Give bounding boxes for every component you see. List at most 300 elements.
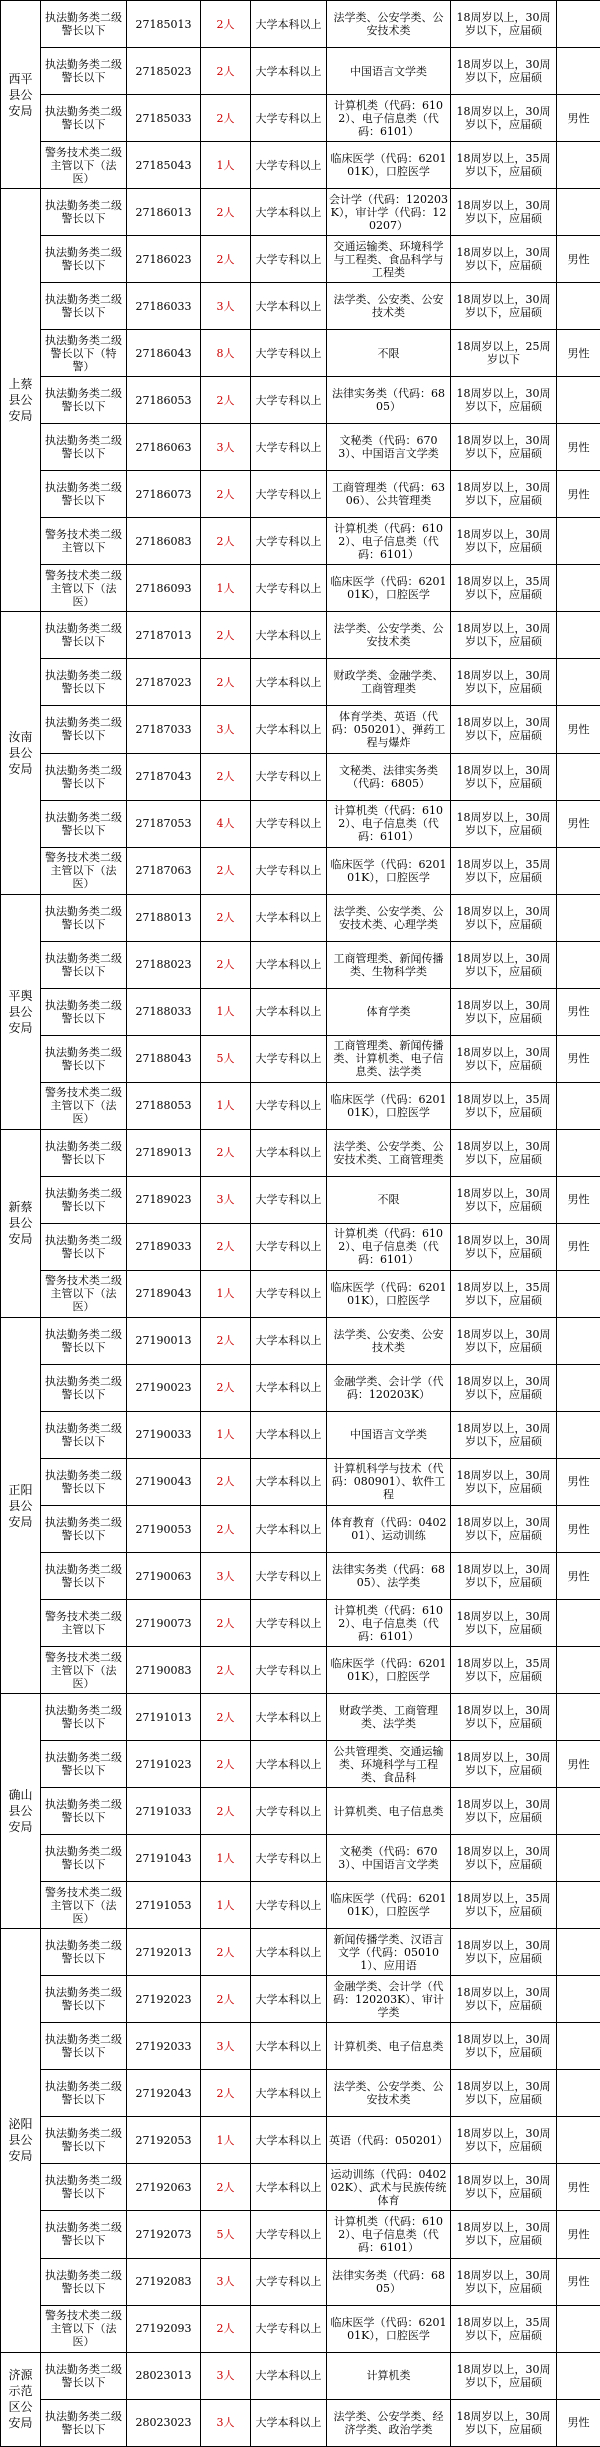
major-cell: 计算机类（代码：6102）、电子信息类（代码：6101） bbox=[327, 1600, 451, 1647]
code-cell: 27189033 bbox=[127, 1223, 201, 1270]
gender-cell bbox=[557, 48, 600, 95]
code-cell: 27187063 bbox=[127, 847, 201, 894]
age-cell: 18周岁以上，30周岁以下，应届硕 bbox=[451, 2164, 557, 2211]
table-row bbox=[1, 753, 600, 800]
education-cell: 大学专科以上 bbox=[251, 1082, 327, 1129]
major-cell: 财政学类、金融学类、工商管理类 bbox=[327, 659, 451, 706]
code-cell: 27190083 bbox=[127, 1647, 201, 1694]
major-cell: 法学类、公安学类、公安技术类、工商管理类 bbox=[327, 1129, 451, 1176]
education-cell: 大学本科以上 bbox=[251, 2164, 327, 2211]
gender-cell bbox=[557, 1411, 600, 1458]
gender-cell bbox=[557, 941, 600, 988]
education-cell: 大学本科以上 bbox=[251, 2399, 327, 2446]
age-cell: 18周岁以上，30周岁以下，应届硕 bbox=[451, 377, 557, 424]
education-cell: 大学专科以上 bbox=[251, 1176, 327, 1223]
code-cell: 27192013 bbox=[127, 1929, 201, 1976]
education-cell: 大学本科以上 bbox=[251, 706, 327, 753]
post-cell: 执法勤务类二级警长以下 bbox=[41, 1835, 127, 1882]
code-cell: 27192093 bbox=[127, 2305, 201, 2352]
gender-cell bbox=[557, 283, 600, 330]
age-cell: 18周岁以上，30周岁以下，应届硕 bbox=[451, 941, 557, 988]
code-cell: 27186083 bbox=[127, 518, 201, 565]
education-cell: 大学专科以上 bbox=[251, 1035, 327, 1082]
code-cell: 27192053 bbox=[127, 2117, 201, 2164]
table-row bbox=[1, 659, 600, 706]
count-cell: 4人 bbox=[201, 800, 251, 847]
education-cell: 大学本科以上 bbox=[251, 283, 327, 330]
post-cell: 执法勤务类二级警长以下 bbox=[41, 800, 127, 847]
education-cell: 大学本科以上 bbox=[251, 1, 327, 48]
major-cell: 工商管理类、新闻传播类、生物科学类 bbox=[327, 941, 451, 988]
count-cell: 5人 bbox=[201, 2211, 251, 2258]
code-cell: 27189023 bbox=[127, 1176, 201, 1223]
post-cell: 执法勤务类二级警长以下 bbox=[41, 377, 127, 424]
code-cell: 27185033 bbox=[127, 95, 201, 142]
age-cell: 18周岁以上，30周岁以下，应届硕 bbox=[451, 48, 557, 95]
table-row bbox=[1, 1600, 600, 1647]
gender-cell: 男性 bbox=[557, 236, 600, 283]
age-cell: 18周岁以上，30周岁以下，应届硕 bbox=[451, 1835, 557, 1882]
major-cell: 不限 bbox=[327, 1176, 451, 1223]
education-cell: 大学本科以上 bbox=[251, 1129, 327, 1176]
gender-cell: 男性 bbox=[557, 471, 600, 518]
major-cell: 运动训练（代码：040202K）、武术与民族传统体育 bbox=[327, 2164, 451, 2211]
code-cell: 27190053 bbox=[127, 1506, 201, 1553]
count-cell: 2人 bbox=[201, 48, 251, 95]
post-cell: 执法勤务类二级警长以下 bbox=[41, 941, 127, 988]
count-cell: 3人 bbox=[201, 2023, 251, 2070]
code-cell: 27190073 bbox=[127, 1600, 201, 1647]
post-cell: 执法勤务类二级警长以下 bbox=[41, 2352, 127, 2399]
department-cell: 平舆县公安局 bbox=[1, 894, 41, 1129]
code-cell: 27190063 bbox=[127, 1553, 201, 1600]
count-cell: 2人 bbox=[201, 1317, 251, 1364]
gender-cell bbox=[557, 1835, 600, 1882]
post-cell: 执法勤务类二级警长以下（特警） bbox=[41, 330, 127, 377]
table-row bbox=[1, 518, 600, 565]
education-cell: 大学本科以上 bbox=[251, 1506, 327, 1553]
major-cell: 临床医学（代码：620101K），口腔医学 bbox=[327, 1082, 451, 1129]
gender-cell bbox=[557, 2117, 600, 2164]
count-cell: 2人 bbox=[201, 1129, 251, 1176]
code-cell: 27188043 bbox=[127, 1035, 201, 1082]
major-cell: 计算机科学与技术（代码：080901）、软件工程 bbox=[327, 1458, 451, 1505]
table-row bbox=[1, 1035, 600, 1082]
age-cell: 18周岁以上，30周岁以下，应届硕 bbox=[451, 2070, 557, 2117]
age-cell: 18周岁以上，30周岁以下，应届硕 bbox=[451, 753, 557, 800]
gender-cell bbox=[557, 565, 600, 612]
count-cell: 1人 bbox=[201, 2117, 251, 2164]
table-row bbox=[1, 377, 600, 424]
major-cell: 中国语言文学类 bbox=[327, 1411, 451, 1458]
count-cell: 1人 bbox=[201, 1270, 251, 1317]
post-cell: 执法勤务类二级警长以下 bbox=[41, 659, 127, 706]
count-cell: 2人 bbox=[201, 659, 251, 706]
gender-cell bbox=[557, 142, 600, 189]
count-cell: 2人 bbox=[201, 95, 251, 142]
count-cell: 2人 bbox=[201, 1458, 251, 1505]
age-cell: 18周岁以上，30周岁以下，应届硕 bbox=[451, 659, 557, 706]
post-cell: 执法勤务类二级警长以下 bbox=[41, 1364, 127, 1411]
post-cell: 执法勤务类二级警长以下 bbox=[41, 1506, 127, 1553]
gender-cell bbox=[557, 1317, 600, 1364]
table-row bbox=[1, 2352, 600, 2399]
age-cell: 18周岁以上，30周岁以下，应届硕 bbox=[451, 2211, 557, 2258]
post-cell: 警务技术类二级主管以下（法医） bbox=[41, 847, 127, 894]
code-cell: 27190013 bbox=[127, 1317, 201, 1364]
count-cell: 2人 bbox=[201, 518, 251, 565]
education-cell: 大学专科以上 bbox=[251, 471, 327, 518]
gender-cell: 男性 bbox=[557, 1176, 600, 1223]
post-cell: 警务技术类二级主管以下 bbox=[41, 1600, 127, 1647]
gender-cell bbox=[557, 518, 600, 565]
code-cell: 27189043 bbox=[127, 1270, 201, 1317]
age-cell: 18周岁以上，30周岁以下，应届硕 bbox=[451, 424, 557, 471]
count-cell: 3人 bbox=[201, 424, 251, 471]
post-cell: 执法勤务类二级警长以下 bbox=[41, 612, 127, 659]
education-cell: 大学本科以上 bbox=[251, 2023, 327, 2070]
table-row bbox=[1, 2211, 600, 2258]
major-cell: 新闻传播学类、汉语言文学（代码：050101）、应用语 bbox=[327, 1929, 451, 1976]
post-cell: 执法勤务类二级警长以下 bbox=[41, 1929, 127, 1976]
major-cell: 中国语言文学类 bbox=[327, 48, 451, 95]
table-row bbox=[1, 95, 600, 142]
education-cell: 大学专科以上 bbox=[251, 1223, 327, 1270]
department-cell: 上蔡县公安局 bbox=[1, 189, 41, 612]
gender-cell bbox=[557, 1600, 600, 1647]
count-cell: 2人 bbox=[201, 1694, 251, 1741]
major-cell: 文秘类（代码：6703）、中国语言文学类 bbox=[327, 424, 451, 471]
table-row bbox=[1, 847, 600, 894]
major-cell: 临床医学（代码：620101K），口腔医学 bbox=[327, 2305, 451, 2352]
education-cell: 大学本科以上 bbox=[251, 48, 327, 95]
post-cell: 执法勤务类二级警长以下 bbox=[41, 2023, 127, 2070]
count-cell: 8人 bbox=[201, 330, 251, 377]
code-cell: 27189013 bbox=[127, 1129, 201, 1176]
age-cell: 18周岁以上，30周岁以下，应届硕 bbox=[451, 1129, 557, 1176]
code-cell: 27185043 bbox=[127, 142, 201, 189]
major-cell: 公共管理类、交通运输类、环境科学与工程类、食品科 bbox=[327, 1741, 451, 1788]
age-cell: 18周岁以上，30周岁以下，应届硕 bbox=[451, 988, 557, 1035]
count-cell: 2人 bbox=[201, 894, 251, 941]
code-cell: 27185013 bbox=[127, 1, 201, 48]
code-cell: 27190043 bbox=[127, 1458, 201, 1505]
education-cell: 大学专科以上 bbox=[251, 565, 327, 612]
age-cell: 18周岁以上，30周岁以下，应届硕 bbox=[451, 471, 557, 518]
education-cell: 大学专科以上 bbox=[251, 1835, 327, 1882]
gender-cell: 男性 bbox=[557, 2399, 600, 2446]
post-cell: 执法勤务类二级警长以下 bbox=[41, 894, 127, 941]
age-cell: 18周岁以上，30周岁以下，应届硕 bbox=[451, 1176, 557, 1223]
age-cell: 18周岁以上，30周岁以下，应届硕 bbox=[451, 1223, 557, 1270]
post-cell: 执法勤务类二级警长以下 bbox=[41, 1741, 127, 1788]
gender-cell bbox=[557, 1129, 600, 1176]
count-cell: 2人 bbox=[201, 2164, 251, 2211]
major-cell: 法律实务类（代码：6805） bbox=[327, 2258, 451, 2305]
code-cell: 27186023 bbox=[127, 236, 201, 283]
gender-cell: 男性 bbox=[557, 1035, 600, 1082]
gender-cell: 男性 bbox=[557, 2164, 600, 2211]
gender-cell: 男性 bbox=[557, 1506, 600, 1553]
age-cell: 18周岁以上，30周岁以下，应届硕 bbox=[451, 1929, 557, 1976]
code-cell: 27192023 bbox=[127, 1976, 201, 2023]
education-cell: 大学专科以上 bbox=[251, 377, 327, 424]
count-cell: 3人 bbox=[201, 2352, 251, 2399]
table-row bbox=[1, 1411, 600, 1458]
count-cell: 2人 bbox=[201, 2305, 251, 2352]
major-cell: 临床医学（代码：620101K），口腔医学 bbox=[327, 565, 451, 612]
table-row bbox=[1, 48, 600, 95]
age-cell: 18周岁以上，30周岁以下，应届硕 bbox=[451, 1600, 557, 1647]
post-cell: 执法勤务类二级警长以下 bbox=[41, 1176, 127, 1223]
code-cell: 27186063 bbox=[127, 424, 201, 471]
education-cell: 大学专科以上 bbox=[251, 800, 327, 847]
education-cell: 大学本科以上 bbox=[251, 659, 327, 706]
major-cell: 计算机类（代码：6102）、电子信息类（代码：6101） bbox=[327, 95, 451, 142]
education-cell: 大学本科以上 bbox=[251, 1411, 327, 1458]
major-cell: 法学类、公安类、公安技术类 bbox=[327, 283, 451, 330]
post-cell: 执法勤务类二级警长以下 bbox=[41, 1553, 127, 1600]
department-cell: 新蔡县公安局 bbox=[1, 1129, 41, 1317]
major-cell: 法学类、公安学类、公安技术类、心理学类 bbox=[327, 894, 451, 941]
code-cell: 27188033 bbox=[127, 988, 201, 1035]
count-cell: 3人 bbox=[201, 283, 251, 330]
table-row bbox=[1, 1694, 600, 1741]
code-cell: 27186013 bbox=[127, 189, 201, 236]
age-cell: 18周岁以上，30周岁以下，应届硕 bbox=[451, 894, 557, 941]
age-cell: 18周岁以上，35周岁以下，应届硕 bbox=[451, 2305, 557, 2352]
major-cell: 计算机类（代码：6102）、电子信息类（代码：6101） bbox=[327, 1223, 451, 1270]
post-cell: 执法勤务类二级警长以下 bbox=[41, 1317, 127, 1364]
post-cell: 警务技术类二级主管以下（法医） bbox=[41, 565, 127, 612]
department-cell: 西平县公安局 bbox=[1, 1, 41, 189]
major-cell: 法学类、公安学类、经济学类、政治学类 bbox=[327, 2399, 451, 2446]
education-cell: 大学本科以上 bbox=[251, 2070, 327, 2117]
table-row bbox=[1, 471, 600, 518]
table-row bbox=[1, 1788, 600, 1835]
major-cell: 法学类、公安学类、公安技术类 bbox=[327, 1, 451, 48]
post-cell: 执法勤务类二级警长以下 bbox=[41, 95, 127, 142]
education-cell: 大学专科以上 bbox=[251, 2305, 327, 2352]
age-cell: 18周岁以上，35周岁以下，应届硕 bbox=[451, 142, 557, 189]
code-cell: 27187013 bbox=[127, 612, 201, 659]
education-cell: 大学本科以上 bbox=[251, 1976, 327, 2023]
major-cell: 临床医学（代码：620101K），口腔医学 bbox=[327, 142, 451, 189]
age-cell: 18周岁以上，35周岁以下，应届硕 bbox=[451, 1647, 557, 1694]
major-cell: 计算机类、电子信息类 bbox=[327, 1788, 451, 1835]
gender-cell bbox=[557, 2352, 600, 2399]
count-cell: 1人 bbox=[201, 1411, 251, 1458]
education-cell: 大学专科以上 bbox=[251, 2211, 327, 2258]
gender-cell: 男性 bbox=[557, 2258, 600, 2305]
code-cell: 27188023 bbox=[127, 941, 201, 988]
count-cell: 3人 bbox=[201, 706, 251, 753]
code-cell: 27191043 bbox=[127, 1835, 201, 1882]
education-cell: 大学专科以上 bbox=[251, 1553, 327, 1600]
code-cell: 27186033 bbox=[127, 283, 201, 330]
table-row bbox=[1, 1364, 600, 1411]
age-cell: 18周岁以上，30周岁以下，应届硕 bbox=[451, 1788, 557, 1835]
table-row bbox=[1, 189, 600, 236]
count-cell: 2人 bbox=[201, 1788, 251, 1835]
gender-cell bbox=[557, 1882, 600, 1929]
age-cell: 18周岁以上，30周岁以下，应届硕 bbox=[451, 2352, 557, 2399]
count-cell: 2人 bbox=[201, 612, 251, 659]
count-cell: 2人 bbox=[201, 471, 251, 518]
major-cell: 文秘类、法律实务类（代码：6805） bbox=[327, 753, 451, 800]
table-row bbox=[1, 800, 600, 847]
age-cell: 18周岁以上，35周岁以下，应届硕 bbox=[451, 1082, 557, 1129]
count-cell: 3人 bbox=[201, 2258, 251, 2305]
gender-cell bbox=[557, 1694, 600, 1741]
major-cell: 工商管理类（代码：6306）、公共管理类 bbox=[327, 471, 451, 518]
table-row bbox=[1, 1223, 600, 1270]
code-cell: 27185023 bbox=[127, 48, 201, 95]
table-row bbox=[1, 2164, 600, 2211]
gender-cell bbox=[557, 1, 600, 48]
post-cell: 执法勤务类二级警长以下 bbox=[41, 1694, 127, 1741]
gender-cell: 男性 bbox=[557, 1553, 600, 1600]
education-cell: 大学本科以上 bbox=[251, 1929, 327, 1976]
count-cell: 2人 bbox=[201, 1506, 251, 1553]
count-cell: 3人 bbox=[201, 2399, 251, 2446]
department-cell: 汝南县公安局 bbox=[1, 612, 41, 894]
table-row bbox=[1, 894, 600, 941]
post-cell: 执法勤务类二级警长以下 bbox=[41, 1788, 127, 1835]
major-cell: 临床医学（代码：620101K），口腔医学 bbox=[327, 847, 451, 894]
education-cell: 大学专科以上 bbox=[251, 1788, 327, 1835]
major-cell: 临床医学（代码：620101K），口腔医学 bbox=[327, 1270, 451, 1317]
table-row bbox=[1, 1506, 600, 1553]
education-cell: 大学本科以上 bbox=[251, 612, 327, 659]
gender-cell bbox=[557, 847, 600, 894]
table-row bbox=[1, 2305, 600, 2352]
department-cell: 确山县公安局 bbox=[1, 1694, 41, 1929]
code-cell: 27191033 bbox=[127, 1788, 201, 1835]
table-row bbox=[1, 1647, 600, 1694]
count-cell: 2人 bbox=[201, 1223, 251, 1270]
gender-cell bbox=[557, 1082, 600, 1129]
gender-cell: 男性 bbox=[557, 330, 600, 377]
education-cell: 大学本科以上 bbox=[251, 2117, 327, 2164]
education-cell: 大学专科以上 bbox=[251, 95, 327, 142]
code-cell: 27192043 bbox=[127, 2070, 201, 2117]
major-cell: 不限 bbox=[327, 330, 451, 377]
education-cell: 大学本科以上 bbox=[251, 2352, 327, 2399]
education-cell: 大学专科以上 bbox=[251, 2258, 327, 2305]
education-cell: 大学专科以上 bbox=[251, 424, 327, 471]
code-cell: 27190033 bbox=[127, 1411, 201, 1458]
education-cell: 大学专科以上 bbox=[251, 1882, 327, 1929]
major-cell: 会计学（代码：120203K），审计学（代码：120207） bbox=[327, 189, 451, 236]
post-cell: 执法勤务类二级警长以下 bbox=[41, 189, 127, 236]
age-cell: 18周岁以上，30周岁以下，应届硕 bbox=[451, 236, 557, 283]
age-cell: 18周岁以上，30周岁以下，应届硕 bbox=[451, 1741, 557, 1788]
education-cell: 大学本科以上 bbox=[251, 988, 327, 1035]
age-cell: 18周岁以上，30周岁以下，应届硕 bbox=[451, 95, 557, 142]
education-cell: 大学专科以上 bbox=[251, 518, 327, 565]
code-cell: 27187053 bbox=[127, 800, 201, 847]
gender-cell bbox=[557, 1976, 600, 2023]
post-cell: 执法勤务类二级警长以下 bbox=[41, 753, 127, 800]
count-cell: 1人 bbox=[201, 1835, 251, 1882]
education-cell: 大学专科以上 bbox=[251, 142, 327, 189]
post-cell: 执法勤务类二级警长以下 bbox=[41, 1129, 127, 1176]
table-row bbox=[1, 1882, 600, 1929]
age-cell: 18周岁以上，30周岁以下，应届硕 bbox=[451, 1411, 557, 1458]
education-cell: 大学专科以上 bbox=[251, 1600, 327, 1647]
major-cell: 文秘类（代码：6703）、中国语言文学类 bbox=[327, 1835, 451, 1882]
post-cell: 执法勤务类二级警长以下 bbox=[41, 1411, 127, 1458]
age-cell: 18周岁以上，30周岁以下，应届硕 bbox=[451, 283, 557, 330]
code-cell: 27186053 bbox=[127, 377, 201, 424]
major-cell: 法学类、公安学类、公安技术类 bbox=[327, 2070, 451, 2117]
age-cell: 18周岁以上，30周岁以下，应届硕 bbox=[451, 1035, 557, 1082]
age-cell: 18周岁以上，30周岁以下，应届硕 bbox=[451, 1976, 557, 2023]
code-cell: 27191023 bbox=[127, 1741, 201, 1788]
major-cell: 交通运输类、环境科学与工程类、食品科学与工程类 bbox=[327, 236, 451, 283]
post-cell: 警务技术类二级主管以下（法医） bbox=[41, 1270, 127, 1317]
count-cell: 1人 bbox=[201, 1882, 251, 1929]
count-cell: 2人 bbox=[201, 1364, 251, 1411]
gender-cell: 男性 bbox=[557, 1458, 600, 1505]
post-cell: 执法勤务类二级警长以下 bbox=[41, 2211, 127, 2258]
major-cell: 英语（代码：050201） bbox=[327, 2117, 451, 2164]
post-cell: 执法勤务类二级警长以下 bbox=[41, 2399, 127, 2446]
gender-cell: 男性 bbox=[557, 2211, 600, 2258]
education-cell: 大学专科以上 bbox=[251, 753, 327, 800]
department-cell: 济源示范区公安局 bbox=[1, 2352, 41, 2446]
gender-cell bbox=[557, 2070, 600, 2117]
major-cell: 法律实务类（代码：6805）、法学类 bbox=[327, 1553, 451, 1600]
count-cell: 2人 bbox=[201, 1600, 251, 1647]
post-cell: 警务技术类二级主管以下（法医） bbox=[41, 1082, 127, 1129]
age-cell: 18周岁以上，30周岁以下，应届硕 bbox=[451, 2023, 557, 2070]
gender-cell bbox=[557, 1929, 600, 1976]
post-cell: 执法勤务类二级警长以下 bbox=[41, 1223, 127, 1270]
code-cell: 27187033 bbox=[127, 706, 201, 753]
post-cell: 执法勤务类二级警长以下 bbox=[41, 283, 127, 330]
count-cell: 3人 bbox=[201, 1553, 251, 1600]
code-cell: 27191053 bbox=[127, 1882, 201, 1929]
code-cell: 27186043 bbox=[127, 330, 201, 377]
post-cell: 执法勤务类二级警长以下 bbox=[41, 48, 127, 95]
code-cell: 27186073 bbox=[127, 471, 201, 518]
education-cell: 大学本科以上 bbox=[251, 1458, 327, 1505]
education-cell: 大学本科以上 bbox=[251, 1694, 327, 1741]
major-cell: 体育学类 bbox=[327, 988, 451, 1035]
count-cell: 1人 bbox=[201, 1082, 251, 1129]
post-cell: 警务技术类二级主管以下 bbox=[41, 518, 127, 565]
count-cell: 2人 bbox=[201, 2070, 251, 2117]
count-cell: 2人 bbox=[201, 847, 251, 894]
gender-cell: 男性 bbox=[557, 800, 600, 847]
department-cell: 泌阳县公安局 bbox=[1, 1929, 41, 2352]
major-cell: 金融学类、会计学（代码：120203K）、审计学类 bbox=[327, 1976, 451, 2023]
education-cell: 大学专科以上 bbox=[251, 236, 327, 283]
count-cell: 2人 bbox=[201, 1929, 251, 1976]
table-row bbox=[1, 1976, 600, 2023]
table-row bbox=[1, 1835, 600, 1882]
table-row bbox=[1, 1, 600, 48]
count-cell: 2人 bbox=[201, 941, 251, 988]
code-cell: 27191013 bbox=[127, 1694, 201, 1741]
post-cell: 警务技术类二级主管以下（法医） bbox=[41, 142, 127, 189]
count-cell: 2人 bbox=[201, 1, 251, 48]
post-cell: 执法勤务类二级警长以下 bbox=[41, 1, 127, 48]
table-row bbox=[1, 2023, 600, 2070]
major-cell: 法学类、公安类、公安技术类 bbox=[327, 1317, 451, 1364]
